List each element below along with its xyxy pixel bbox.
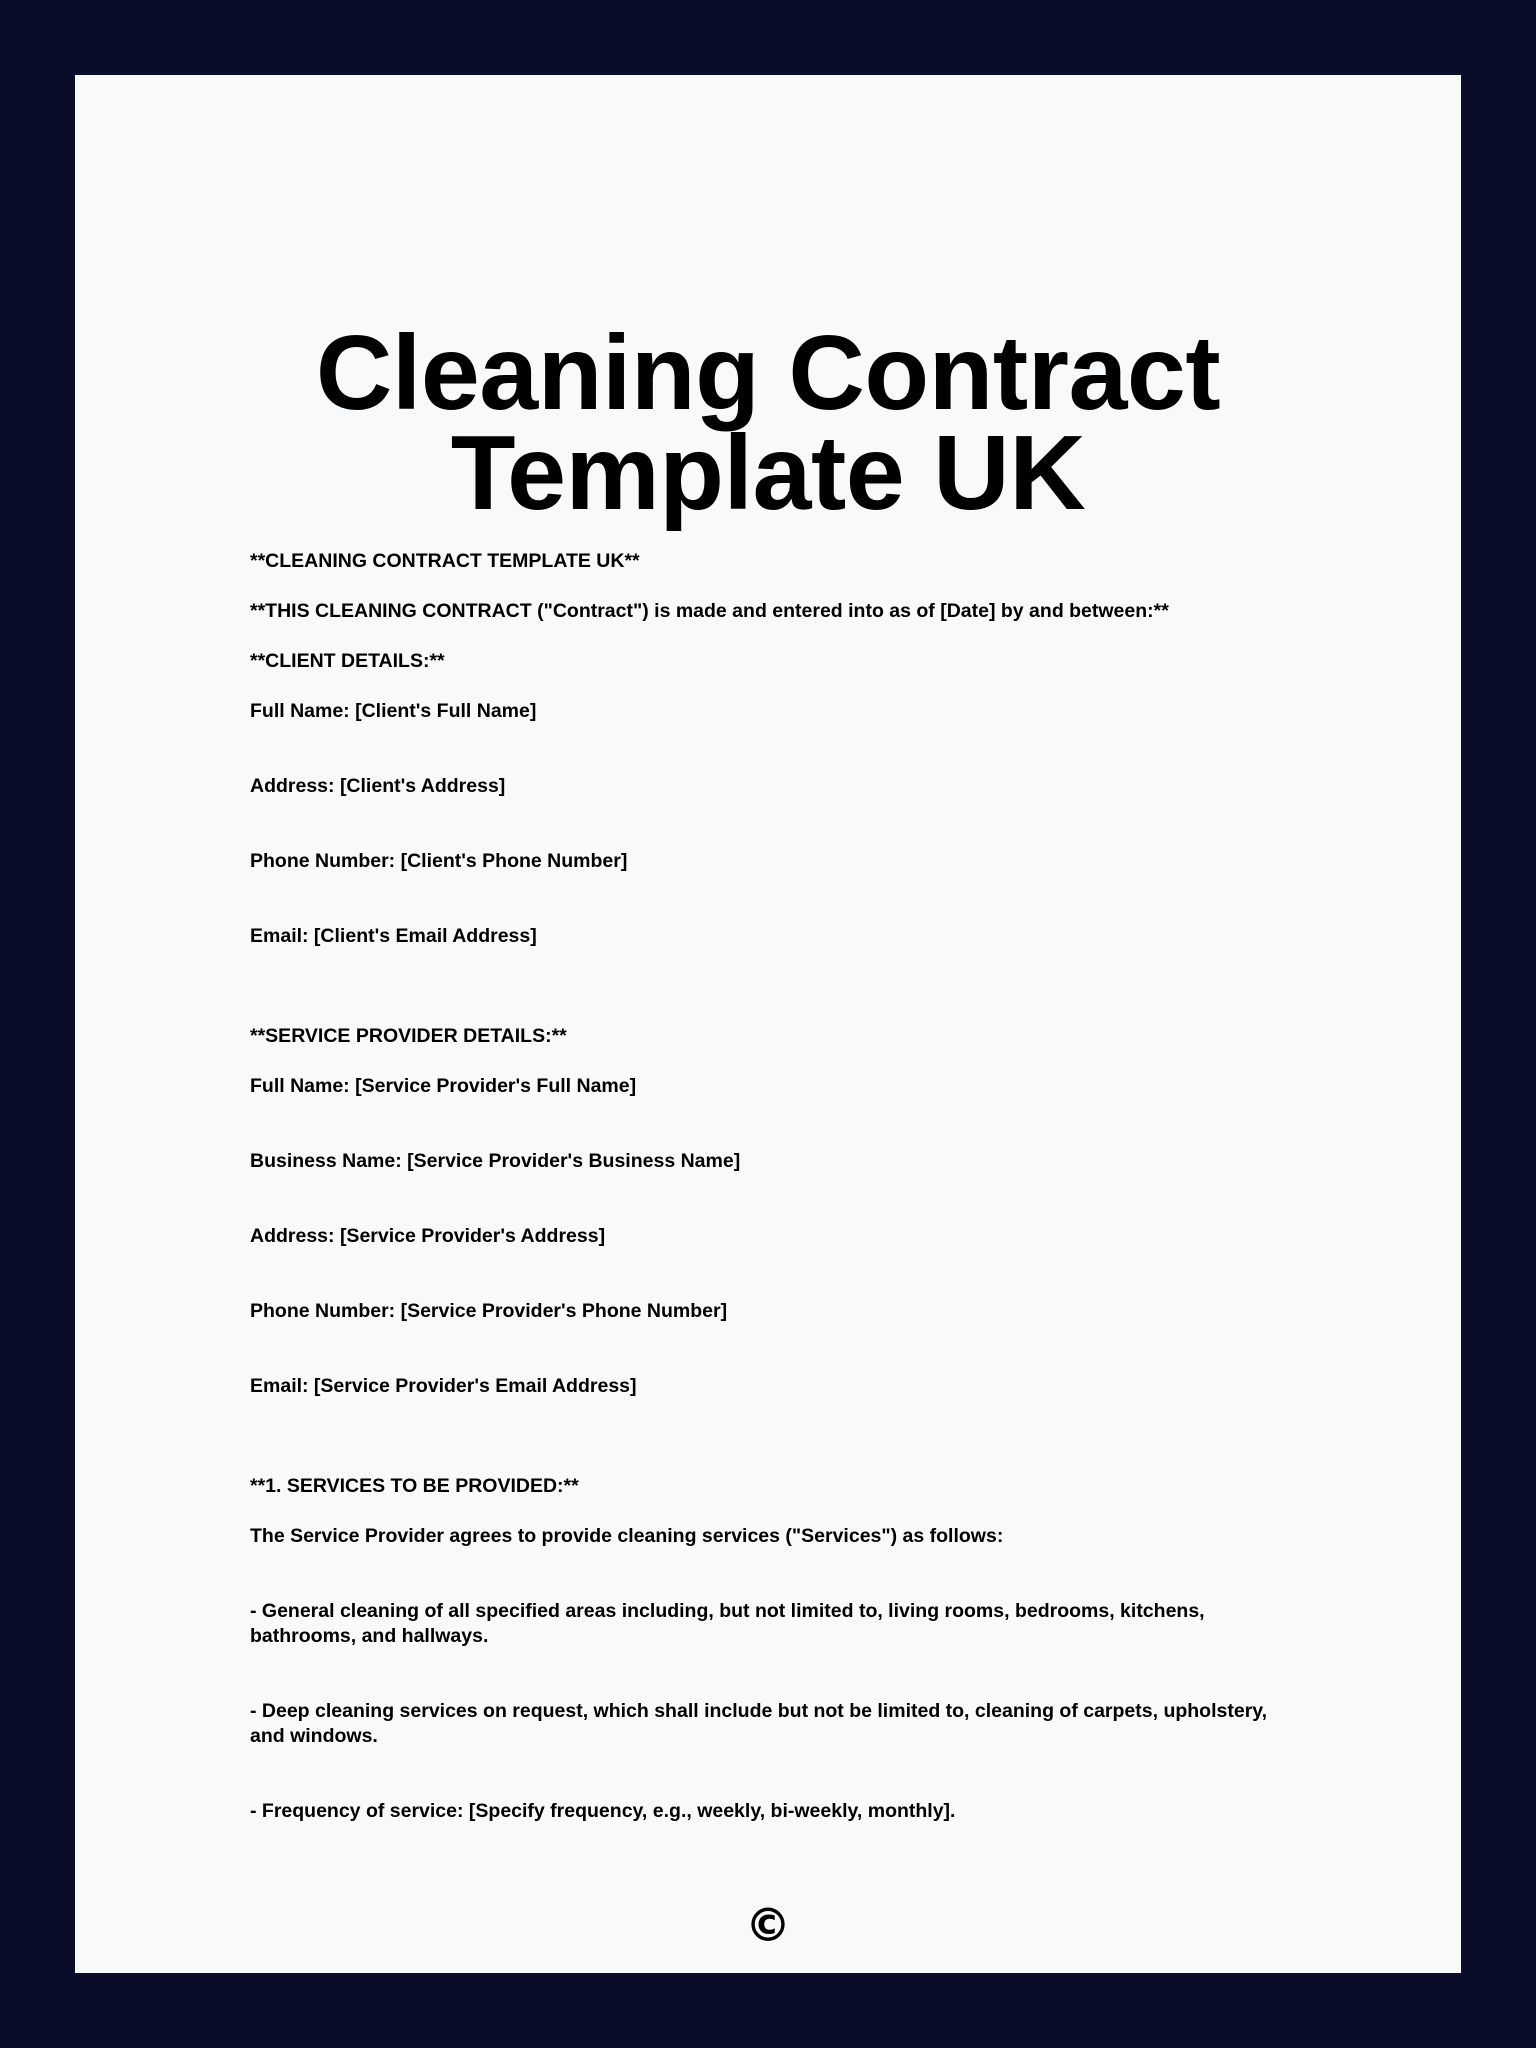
contract-intro: **THIS CLEANING CONTRACT ("Contract") is made and entered into as of [Date] by and between:** xyxy=(250,600,1169,622)
client-address: Address: [Client's Address] xyxy=(250,775,506,797)
client-phone: Phone Number: [Client's Phone Number] xyxy=(250,850,628,872)
service-item: - Deep cleaning services on request, which shall include but not be limited to, cleaning of carpets, upholstery, and windows. xyxy=(250,1700,1273,1747)
service-item: - Frequency of service: [Specify frequency, e.g., weekly, bi-weekly, monthly]. xyxy=(250,1800,956,1822)
provider-details-heading: **SERVICE PROVIDER DETAILS:** xyxy=(250,1025,567,1047)
client-details-heading: **CLIENT DETAILS:** xyxy=(250,650,445,672)
client-full-name: Full Name: [Client's Full Name] xyxy=(250,700,537,722)
service-item: - General cleaning of all specified areas including, but not limited to, living rooms, bedrooms, kitchens, bathrooms, and hallways. xyxy=(250,1600,1211,1647)
document-title: Cleaning Contract Template UK xyxy=(315,314,1221,532)
contract-heading: **CLEANING CONTRACT TEMPLATE UK** xyxy=(250,550,640,572)
client-email: Email: [Client's Email Address] xyxy=(250,925,537,947)
provider-phone: Phone Number: [Service Provider's Phone Number] xyxy=(250,1300,728,1322)
copyright-symbol: © xyxy=(745,1898,791,1952)
provider-full-name: Full Name: [Service Provider's Full Name] xyxy=(250,1075,637,1097)
document-page xyxy=(75,75,1461,1973)
services-intro: The Service Provider agrees to provide cleaning services ("Services") as follows: xyxy=(250,1525,1004,1547)
provider-business-name: Business Name: [Service Provider's Business Name] xyxy=(250,1150,741,1172)
provider-address: Address: [Service Provider's Address] xyxy=(250,1225,606,1247)
provider-email: Email: [Service Provider's Email Address] xyxy=(250,1375,637,1397)
services-heading: **1. SERVICES TO BE PROVIDED:** xyxy=(250,1475,579,1497)
